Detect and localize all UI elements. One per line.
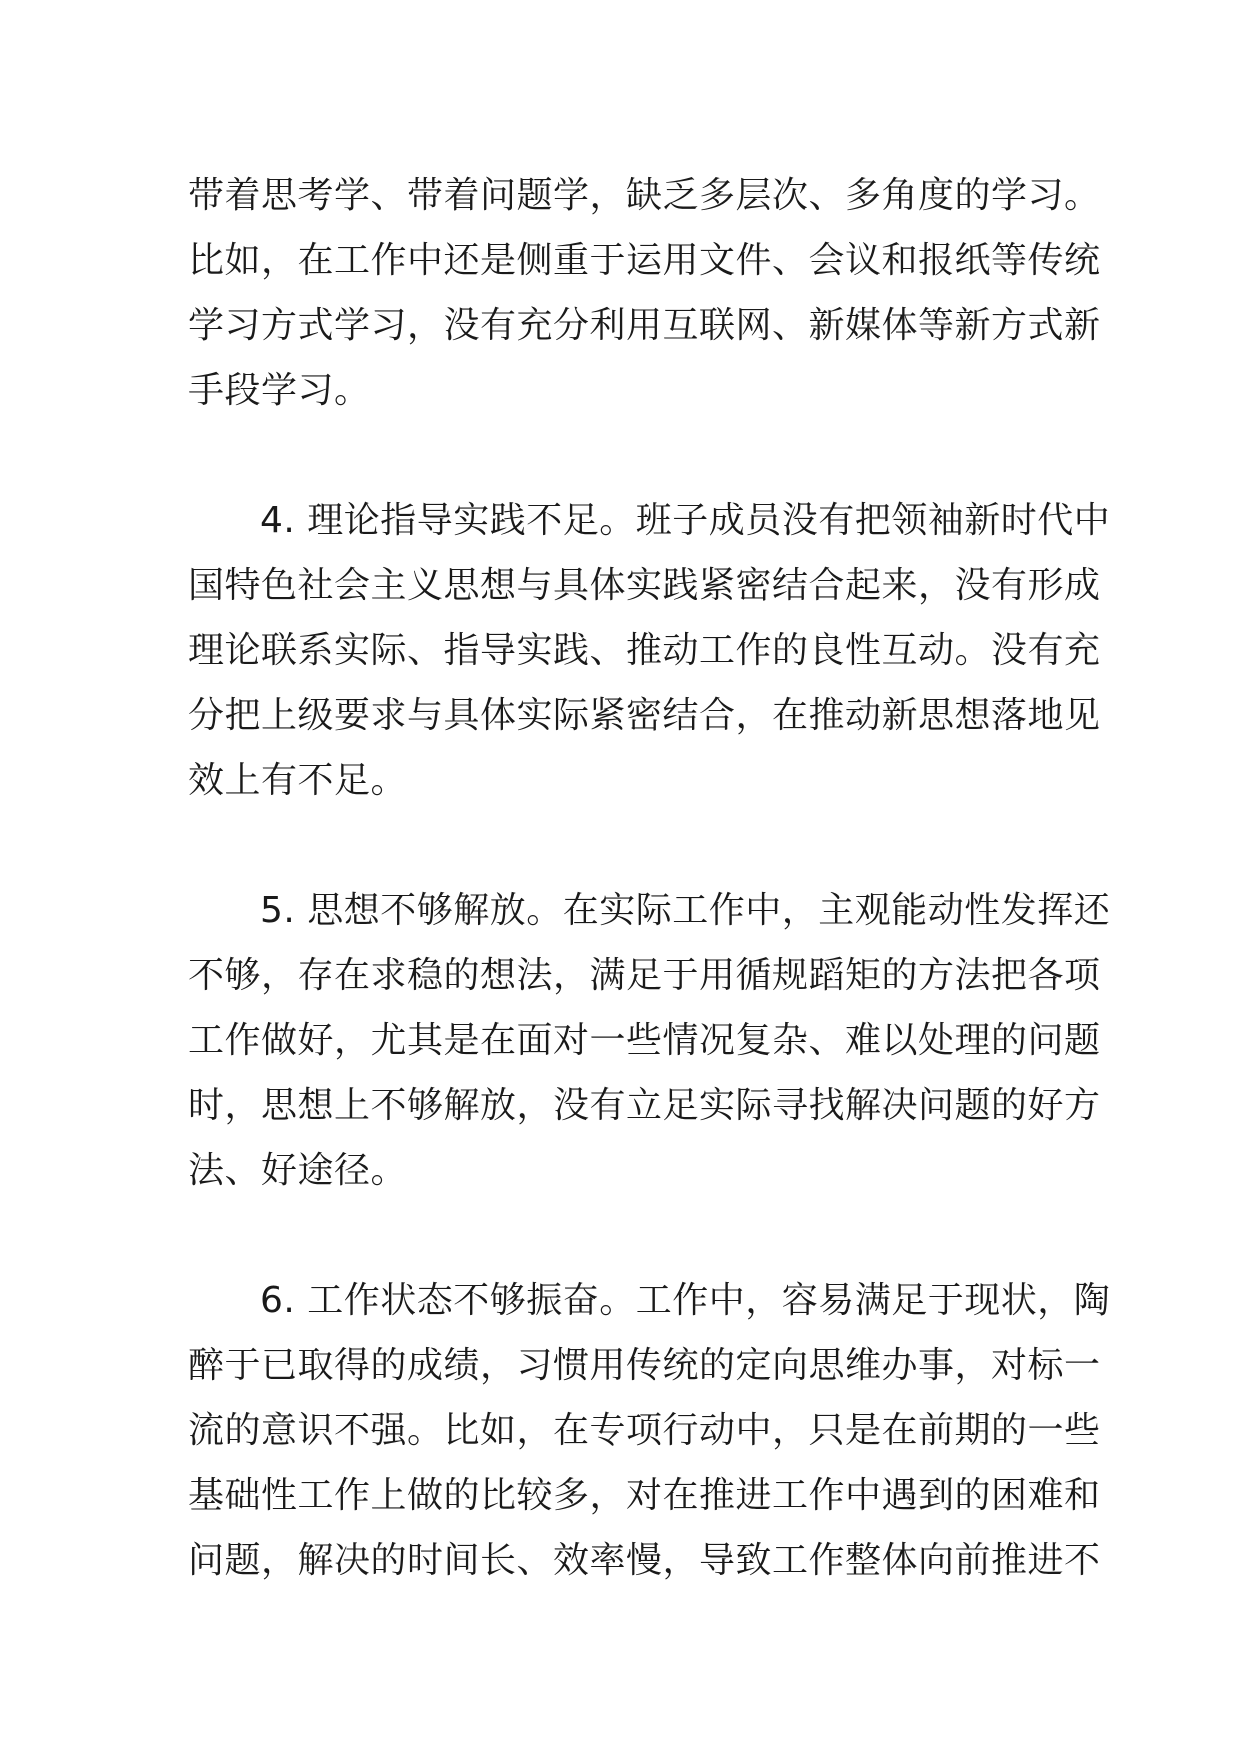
text-line: 基础性工作上做的比较多，对在推进工作中遇到的困难和 — [188, 1475, 1101, 1516]
text-line: 国特色社会主义思想与具体实践紧密结合起来，没有形成 — [188, 565, 1101, 606]
text-line: 手段学习。 — [188, 370, 371, 411]
paragraph-spacer — [188, 1203, 1058, 1268]
text-line: 问题，解决的时间长、效率慢，导致工作整体向前推进不 — [188, 1540, 1101, 1581]
paragraph-item-6 — [188, 1268, 1111, 1593]
text-line: 醉于已取得的成绩，习惯用传统的定向思维办事，对标一 — [188, 1345, 1101, 1386]
paragraph-item-5 — [188, 878, 1111, 1203]
paragraph-item-4 — [188, 488, 1111, 813]
paragraph-continuation — [188, 163, 1101, 423]
text-line: 带着思考学、带着问题学，缺乏多层次、多角度的学习。 — [188, 175, 1101, 216]
paragraph-spacer — [188, 423, 1058, 488]
text-line: 流的意识不强。比如，在专项行动中，只是在前期的一些 — [188, 1410, 1101, 1451]
text-line-first: 5. 思想不够解放。在实际工作中，主观能动性发挥还 — [260, 890, 1111, 931]
text-line: 比如，在工作中还是侧重于运用文件、会议和报纸等传统 — [188, 240, 1101, 281]
text-line: 分把上级要求与具体实际紧密结合，在推动新思想落地见 — [188, 695, 1101, 736]
text-line: 法、好途径。 — [188, 1150, 408, 1191]
text-line: 理论联系实际、指导实践、推动工作的良性互动。没有充 — [188, 630, 1101, 671]
text-line: 不够，存在求稳的想法，满足于用循规蹈矩的方法把各项 — [188, 955, 1101, 996]
text-line-first: 6. 工作状态不够振奋。工作中，容易满足于现状，陶 — [260, 1280, 1111, 1321]
paragraph-spacer — [188, 813, 1058, 878]
text-line: 时，思想上不够解放，没有立足实际寻找解决问题的好方 — [188, 1085, 1101, 1126]
text-line-first: 4. 理论指导实践不足。班子成员没有把领袖新时代中 — [260, 500, 1111, 541]
document-body — [188, 163, 1111, 1593]
text-line: 学习方式学习，没有充分利用互联网、新媒体等新方式新 — [188, 305, 1101, 346]
text-line: 工作做好，尤其是在面对一些情况复杂、难以处理的问题 — [188, 1020, 1101, 1061]
text-line: 效上有不足。 — [188, 760, 408, 801]
